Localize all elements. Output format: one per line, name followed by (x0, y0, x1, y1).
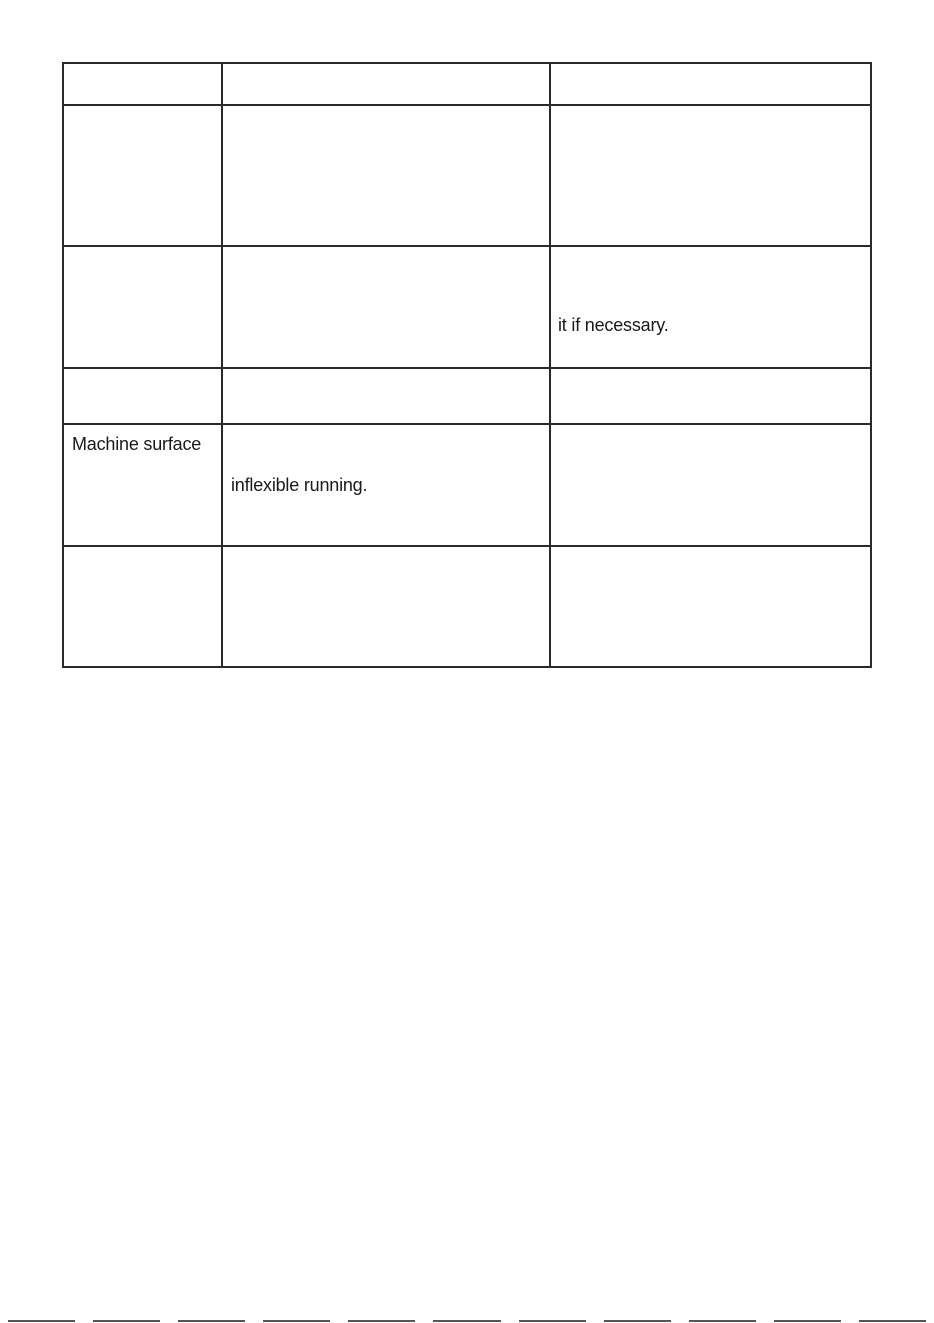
edge-segment (689, 1320, 756, 1322)
column-divider-1 (221, 64, 223, 666)
page-bottom-edge (0, 1319, 934, 1323)
table-cell-row5-col1: Machine surface (72, 434, 202, 454)
maintenance-table (62, 62, 872, 668)
edge-segment (263, 1320, 330, 1322)
row-divider-2 (64, 245, 870, 247)
row-divider-4 (64, 423, 870, 425)
edge-segment (93, 1320, 160, 1322)
table-cell-row5-col2: inflexible running. (231, 475, 368, 495)
edge-segment (519, 1320, 586, 1322)
edge-segment (348, 1320, 415, 1322)
edge-segment (433, 1320, 500, 1322)
edge-segment (8, 1320, 75, 1322)
edge-segment (604, 1320, 671, 1322)
edge-segment (178, 1320, 245, 1322)
row-divider-3 (64, 367, 870, 369)
column-divider-2 (549, 64, 551, 666)
row-divider-5 (64, 545, 870, 547)
edge-segment (774, 1320, 841, 1322)
table-cell-row3-col3: it if necessary. (558, 315, 669, 335)
row-divider-1 (64, 104, 870, 106)
edge-segment (859, 1320, 926, 1322)
